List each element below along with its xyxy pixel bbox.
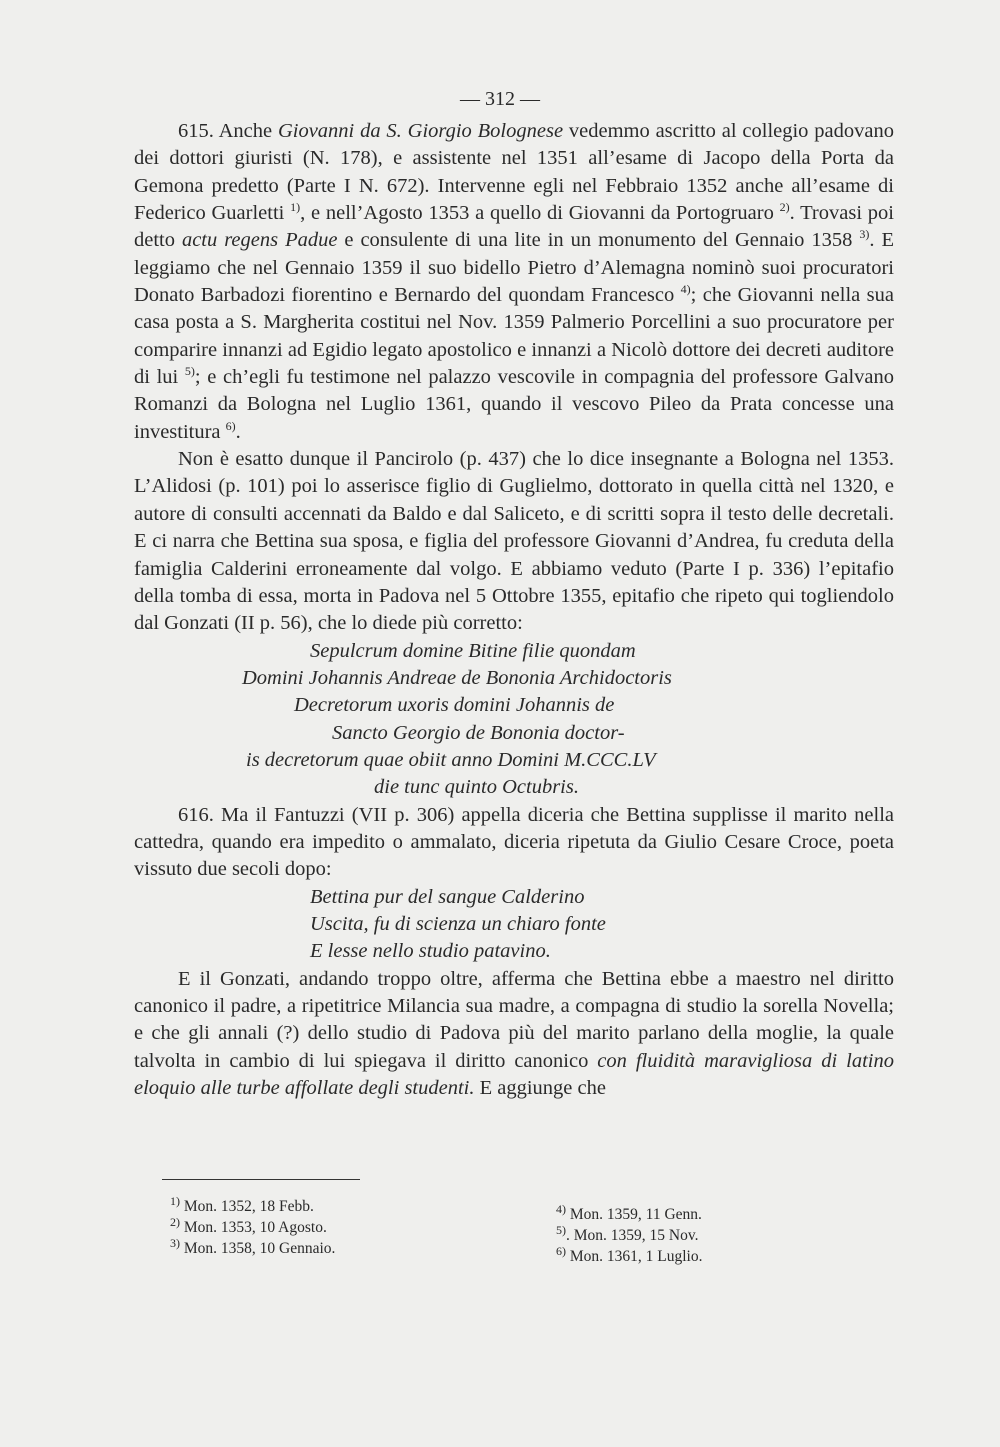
footnote-ref: 4) (680, 282, 691, 297)
footnote (170, 1235, 336, 1259)
footnote (170, 1214, 335, 1238)
footnotes-left (170, 1193, 336, 1259)
verse-line: Bettina pur del sangue Calderino (310, 885, 585, 908)
footnote-ref: 5) (184, 364, 195, 379)
epitaph-line: Sepulcrum domine Bitine filie quondam (310, 639, 636, 662)
footnote-mark: 2) (170, 1214, 180, 1229)
text: E aggiunge che (474, 1077, 606, 1100)
epitaph (134, 638, 894, 802)
paragraph-616: 616. Ma il Fantuzzi (VII p. 306) appella diceria che Bettina supplisse il marito nella cattedra, quando era impedito o ammalato, diceria ripetuta da Giulio Cesare Croce, poeta vissuto due secoli dopo: (134, 803, 894, 881)
italic-name: Giovanni da S. Giorgio Bolognese (277, 120, 564, 142)
footnote-mark: 5) (556, 1222, 566, 1237)
text: . Trovasi poi detto (134, 202, 894, 252)
epitaph-line: Decretorum uxoris domini Johannis de (294, 694, 615, 717)
footnote-ref: 2) (779, 200, 790, 215)
croce-verse (134, 884, 894, 966)
italic-phrase: actu regens Padue (181, 229, 338, 252)
footnote (556, 1243, 703, 1267)
text: , e nell’Agosto 1353 a quello di Giovanni da Portogruaro (300, 202, 780, 225)
paragraph-615 (134, 118, 894, 446)
footnote-ref: 3) (859, 227, 870, 242)
paragraph-pancirolo: Non è esatto dunque il Pancirolo (p. 437) che lo dice insegnante a Bologna nel 1353. L’Alidosi (p. 101) poi lo asserisce figlio di Guglielmo, dottorato in quella città nel 1320, e autore di consulti accennati da Baldo e dal Saliceto, e di scritti sopra il testo delle decretali. E ci narra che Bettina sua sposa, e figlia del professore Giovanni d’Andrea, fu creduta della famiglia Calderini erroneamente dal volgo. E abbiamo veduto (Parte I p. 336) l’epitafio della tomba di essa, morta in Padova nel 5 Ottobre 1355, epitafio che ripeto qui togliendolo dal Gonzati (II p. 56), che lo diede più corretto: (134, 448, 894, 635)
page-number: — 312 — (460, 88, 540, 110)
text: E il Gonzati, andando troppo oltre, afferma che Bettina ebbe a maestro nel diritto canonico il padre, a ripetitrice Milancia sua madre, a compagna di studio la sorella Novella; e che gli annali (?) dello studio di Padova più del marito parlano della moglie, la quale talvolta in cambio di lui spiegava il diritto canonico (134, 967, 894, 1072)
paragraph-gonzati (134, 966, 894, 1103)
footnote-ref: 6) (225, 418, 236, 433)
text: vedemmo ascritto al collegio padovano dei dottori giuristi (N. 178), e assistente nel 1351 all’esame di Jacopo della Porta da Gemona predetto (Parte I N. 672). Intervenne egli nel Febbraio 1352 anche all’esame di Federico Guarletti (134, 120, 894, 225)
footnote-mark: 3) (170, 1235, 180, 1250)
footnote (170, 1193, 335, 1217)
main-text (134, 118, 894, 1102)
footnote-rule (162, 1179, 360, 1180)
epitaph-line: is decretorum quae obiit anno Domini M.CCC.LV (246, 748, 656, 771)
text: ; e ch’egli fu testimone nel palazzo vescovile in compagnia del professore Galvano Romanzi da Bologna nel Luglio 1361, quando il vescovo Pileo da Prata concesse una investitura (134, 366, 894, 443)
footnote-text: . Mon. 1359, 15 Nov. (566, 1227, 699, 1244)
footnote (556, 1201, 703, 1225)
text: . E leggiamo che nel Gennaio 1359 il suo bidello Pietro d’Alemagna nominò suoi procuratori Donato Barbadozi fiorentino e Bernardo del quondam Francesco (134, 229, 894, 307)
footnote-text: Mon. 1358, 10 Gennaio. (183, 1240, 336, 1257)
epitaph-line: Domini Johannis Andreae de Bononia Archidoctoris (242, 666, 672, 689)
footnote-mark: 1) (170, 1193, 180, 1208)
footnote-mark: 4) (556, 1201, 566, 1216)
footnotes-right (556, 1201, 703, 1267)
italic-quote: con fluidità maravigliosa di latino eloquio alle turbe affollate degli studenti. (134, 1049, 894, 1100)
epitaph-line: die tunc quinto Octubris. (374, 776, 579, 799)
epitaph-line: Sancto Georgio de Bononia doctor- (332, 721, 625, 744)
footnote-text: Mon. 1361, 1 Luglio. (569, 1248, 703, 1265)
text: . (235, 420, 241, 443)
text: ; che Giovanni nella sua casa posta a S. Margherita costitui nel Nov. 1359 Palmerio Porcellini a suo procuratore per comparire innanzi ad Egidio legato apostolico e innanzi a Nicolò dottore dei decreti auditore di lui (134, 284, 894, 389)
footnote-ref: 1) (290, 200, 301, 215)
verse-line: Uscita, fu di scienza un chiaro fonte (310, 912, 606, 935)
text: e consulente di una lite in un monumento del Gennaio 1358 (337, 229, 860, 252)
footnote-text: Mon. 1353, 10 Agosto. (183, 1219, 327, 1236)
verse-line: E lesse nello studio patavino. (310, 940, 551, 963)
footnote-text: Mon. 1359, 11 Genn. (569, 1206, 702, 1223)
footnote-mark: 6) (556, 1243, 566, 1258)
footnote-text: Mon. 1352, 18 Febb. (183, 1198, 314, 1215)
footnote (556, 1222, 703, 1246)
text: 615. Anche (178, 120, 278, 142)
